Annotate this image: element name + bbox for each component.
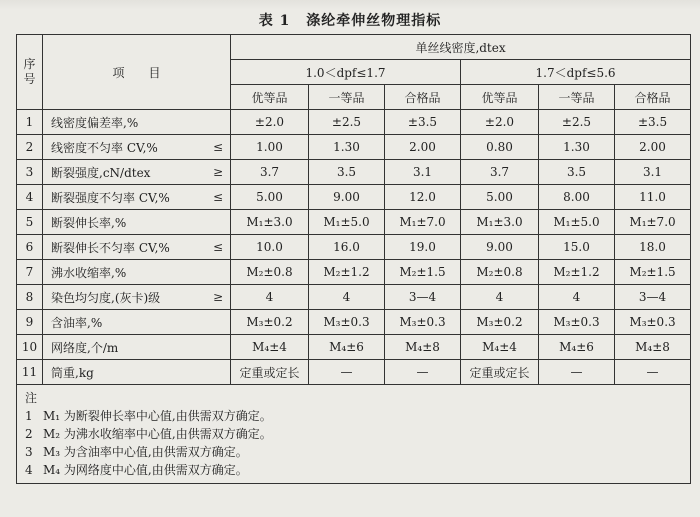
note-text: M₃ 为含油率中心值,由供需双方确定。 (43, 445, 248, 459)
value-cell: 19.0 (385, 235, 461, 260)
row-limit-symbol: ≤ (212, 140, 223, 154)
value-cell: 3.7 (461, 160, 539, 185)
row-item-cell (43, 360, 231, 385)
row-item-cell (43, 160, 231, 185)
seq-header-text: 序号 (23, 57, 36, 86)
value-cell: — (309, 360, 385, 385)
row-item-cell (43, 335, 231, 360)
table-row (17, 135, 691, 160)
table-row (17, 235, 691, 260)
table-row (17, 185, 691, 210)
item-header: 项 目 (43, 35, 231, 110)
table-row (17, 310, 691, 335)
note-line (25, 443, 682, 461)
note-number: 3 (25, 445, 33, 459)
grade-header: 合格品 (615, 85, 691, 110)
row-item-cell (43, 310, 231, 335)
value-cell: M₂±1.5 (615, 260, 691, 285)
value-cell: 4 (309, 285, 385, 310)
value-cell: M₂±0.8 (461, 260, 539, 285)
value-cell: 9.00 (461, 235, 539, 260)
row-item-cell (43, 135, 231, 160)
table-number: 表 1 (258, 13, 291, 29)
value-cell: 2.00 (615, 135, 691, 160)
value-cell: ±2.0 (461, 110, 539, 135)
value-cell: M₄±6 (309, 335, 385, 360)
table-row (17, 335, 691, 360)
row-item-label: 线密度偏差率,% (51, 115, 139, 130)
seq-header (17, 35, 43, 110)
value-cell: 定重或定长 (231, 360, 309, 385)
note-text: M₂ 为沸水收缩率中心值,由供需双方确定。 (43, 427, 272, 441)
row-number: 9 (17, 310, 43, 335)
row-number: 6 (17, 235, 43, 260)
table-row (17, 210, 691, 235)
value-cell: M₃±0.2 (231, 310, 309, 335)
value-cell: 9.00 (309, 185, 385, 210)
grade-header: 一等品 (539, 85, 615, 110)
table-row (17, 110, 691, 135)
row-item-cell (43, 260, 231, 285)
value-cell: 3—4 (385, 285, 461, 310)
row-number: 2 (17, 135, 43, 160)
row-number: 5 (17, 210, 43, 235)
range-header-2: 1.7＜dpf≤5.6 (461, 60, 691, 85)
value-cell: 3.7 (231, 160, 309, 185)
row-item-cell (43, 235, 231, 260)
value-cell: 3.1 (385, 160, 461, 185)
row-item-cell (43, 110, 231, 135)
value-cell: 0.80 (461, 135, 539, 160)
value-cell: M₂±1.5 (385, 260, 461, 285)
table-row (17, 160, 691, 185)
value-cell: 5.00 (231, 185, 309, 210)
row-item-label: 含油率,% (51, 315, 103, 330)
value-cell: 3.5 (539, 160, 615, 185)
notes-row (17, 385, 691, 484)
value-cell: M₁±7.0 (385, 210, 461, 235)
page-top-edge (0, 0, 700, 10)
row-item-label: 沸水收缩率,% (51, 265, 127, 280)
value-cell: ±2.5 (539, 110, 615, 135)
value-cell: 4 (539, 285, 615, 310)
row-number: 4 (17, 185, 43, 210)
value-cell: 4 (461, 285, 539, 310)
row-number: 7 (17, 260, 43, 285)
value-cell: 16.0 (309, 235, 385, 260)
row-item-label: 断裂伸长率,% (51, 215, 127, 230)
value-cell: M₃±0.3 (539, 310, 615, 335)
row-number: 10 (17, 335, 43, 360)
notes-heading: 注 (25, 391, 38, 405)
note-number: 4 (25, 463, 33, 477)
value-cell: 1.30 (309, 135, 385, 160)
value-cell: M₁±5.0 (309, 210, 385, 235)
note-number: 1 (25, 409, 33, 423)
row-item-label: 筒重,kg (51, 365, 94, 380)
row-item-cell (43, 185, 231, 210)
grade-header: 优等品 (461, 85, 539, 110)
header-row-1 (17, 35, 691, 60)
value-cell: M₁±7.0 (615, 210, 691, 235)
row-number: 3 (17, 160, 43, 185)
table-row (17, 360, 691, 385)
value-cell: 15.0 (539, 235, 615, 260)
value-cell: M₄±4 (231, 335, 309, 360)
value-cell: 11.0 (615, 185, 691, 210)
note-line (25, 461, 682, 479)
value-cell: — (385, 360, 461, 385)
value-cell: M₁±3.0 (461, 210, 539, 235)
row-limit-symbol: ≥ (212, 290, 223, 304)
grade-header: 优等品 (231, 85, 309, 110)
grade-header: 一等品 (309, 85, 385, 110)
row-item-cell (43, 210, 231, 235)
note-text: M₄ 为网络度中心值,由供需双方确定。 (43, 463, 248, 477)
row-limit-symbol: ≤ (212, 240, 223, 254)
value-cell: 1.30 (539, 135, 615, 160)
value-cell: ±3.5 (615, 110, 691, 135)
value-cell: M₄±6 (539, 335, 615, 360)
value-cell: ±3.5 (385, 110, 461, 135)
value-cell: ±2.0 (231, 110, 309, 135)
value-cell: 12.0 (385, 185, 461, 210)
value-cell: M₄±8 (385, 335, 461, 360)
row-item-cell (43, 285, 231, 310)
row-item-label: 线密度不匀率 CV,% (51, 140, 158, 155)
row-item-label: 断裂伸长不匀率 CV,% (51, 240, 170, 255)
value-cell: 3.5 (309, 160, 385, 185)
value-cell: 10.0 (231, 235, 309, 260)
row-number: 11 (17, 360, 43, 385)
value-cell: M₂±0.8 (231, 260, 309, 285)
value-cell: M₁±5.0 (539, 210, 615, 235)
notes-cell (17, 385, 691, 484)
value-cell: M₂±1.2 (309, 260, 385, 285)
table-row (17, 260, 691, 285)
value-cell: M₃±0.3 (309, 310, 385, 335)
value-cell: M₃±0.3 (385, 310, 461, 335)
table-title: 涤纶牵伸丝物理指标 (306, 13, 442, 29)
value-cell: M₃±0.2 (461, 310, 539, 335)
note-line (25, 407, 682, 425)
row-item-label: 断裂强度不匀率 CV,% (51, 190, 170, 205)
value-cell: M₄±4 (461, 335, 539, 360)
value-cell: 1.00 (231, 135, 309, 160)
value-cell: 5.00 (461, 185, 539, 210)
note-number: 2 (25, 427, 33, 441)
value-cell: 8.00 (539, 185, 615, 210)
table-row (17, 285, 691, 310)
row-item-label: 断裂强度,cN/dtex (51, 165, 151, 180)
value-cell: — (539, 360, 615, 385)
value-cell: 3—4 (615, 285, 691, 310)
value-cell: 2.00 (385, 135, 461, 160)
grade-header: 合格品 (385, 85, 461, 110)
row-number: 1 (17, 110, 43, 135)
value-cell: 4 (231, 285, 309, 310)
value-cell: M₁±3.0 (231, 210, 309, 235)
value-cell: M₄±8 (615, 335, 691, 360)
value-cell: 3.1 (615, 160, 691, 185)
table-caption (0, 10, 700, 32)
value-cell: M₂±1.2 (539, 260, 615, 285)
value-cell: 定重或定长 (461, 360, 539, 385)
value-cell: ±2.5 (309, 110, 385, 135)
row-number: 8 (17, 285, 43, 310)
row-item-label: 染色均匀度,(灰卡)级 (51, 290, 161, 305)
row-limit-symbol: ≤ (212, 190, 223, 204)
row-limit-symbol: ≥ (212, 165, 223, 179)
note-text: M₁ 为断裂伸长率中心值,由供需双方确定。 (43, 409, 272, 423)
range-header-1: 1.0＜dpf≤1.7 (231, 60, 461, 85)
value-cell: M₃±0.3 (615, 310, 691, 335)
group-header: 单丝线密度,dtex (231, 35, 691, 60)
physical-spec-table (16, 34, 691, 484)
value-cell: — (615, 360, 691, 385)
row-item-label: 网络度,个/m (51, 340, 119, 355)
note-line (25, 425, 682, 443)
value-cell: 18.0 (615, 235, 691, 260)
